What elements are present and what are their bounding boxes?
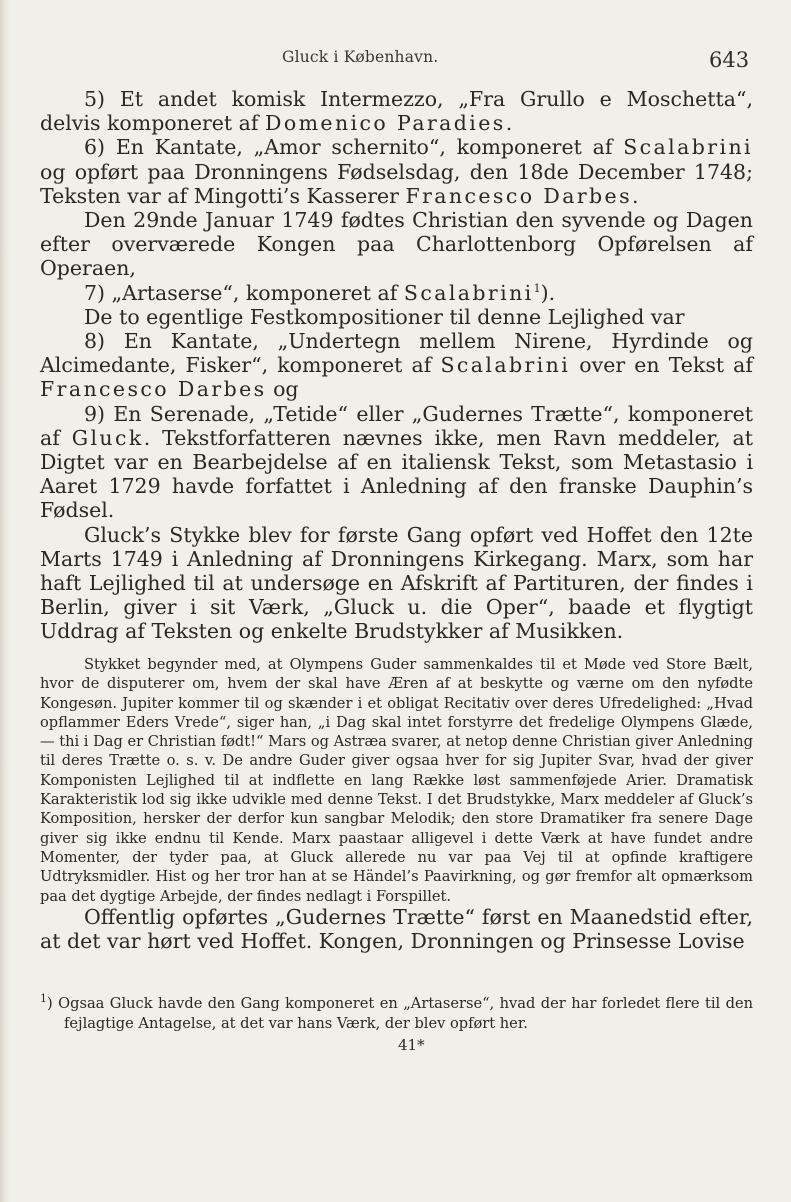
- composer-name: Gluck: [71, 425, 144, 450]
- text-run: og: [266, 377, 299, 402]
- paragraph-item-7: [40, 281, 753, 305]
- footnote-reference[interactable]: 1: [533, 281, 541, 295]
- text-run: .: [632, 183, 639, 208]
- running-header: [0, 46, 791, 76]
- author-name: Francesco Darbes: [40, 377, 267, 402]
- author-name: Francesco Darbes: [405, 183, 633, 208]
- text-run: 7) „Artaserse“, komponeret af: [84, 280, 404, 305]
- text-run: .: [505, 111, 513, 136]
- paragraph-item-8: [40, 329, 753, 402]
- text-run: ).: [540, 280, 556, 305]
- paragraph-item-5: [40, 87, 753, 135]
- small-print-block: [40, 655, 753, 906]
- small-print-paragraph: Stykket begynder med, at Olympens Guder sammenkaldes til et Møde ved Store Bælt, hvor de disputerer om, hvem der skal have Æren af at beskytte og værne om den nyfødte Kongesøn. Jupiter kommer til og skænder i et obligat Recitativ over deres Ufredelighed: „Hvad opflammer Eders Vrede“, siger han, „i Dag skal intet forstyrre det fredelige Olympens Glæde, — thi i Dag er Christian født!“ Mars og Astræa svarer, at netop denne Christian giver Anledning til deres Trætte o. s. v. De andre Guder giver ogsaa hver for sig Jupiter Svar, hvad der giver Komponisten Lejlighed til at indflette en lang Række løst sammenføjede Arier. Dramatisk Karakteristik lod sig ikke udvikle med denne Tekst. I det Brudstykke, Marx meddeler af Gluck’s Komposition, hersker der derfor kun sangbar Melodik; den store Dramatiker fra senere Dage giver sig ikke endnu til Kende. Marx paastaar alligevel i dette Værk at have fundet andre Momenter, der tyder paa, at Gluck allerede nu var paa Vej til at opfinde kraftigere Udtryksmidler. Hist og her tror han at se Händel’s Paavirkning, og gør fremfor alt opmærksom paa det dygtige Arbejde, der findes nedlagt i Forspillet.: [40, 656, 753, 905]
- text-run: 5) Et andet komisk Intermezzo, „Fra Grullo e Moschetta“, delvis komponeret af: [40, 87, 753, 136]
- paragraph-festival: De to egentlige Festkompositioner til denne Lejlighed var: [84, 304, 685, 329]
- footnote: [40, 994, 753, 1033]
- page-edge-shadow: [0, 0, 10, 1202]
- paragraph-gluck: Gluck’s Stykke blev for første Gang opført ved Hoffet den 12te Marts 1749 i Anledning af Dronningens Kirkegang. Marx, som har haft Lejlighed til at undersøge en Afskrift af Partituren, der findes i Berlin, giver i sit Værk, „Gluck u. die Oper“, baade et flygtigt Uddrag af Teksten og enkelte Brudstykker af Musikken.: [40, 522, 753, 644]
- paragraph-item-9: [40, 402, 753, 523]
- composer-name: Scalabrini: [403, 280, 534, 305]
- composer-name: Scalabrini: [440, 353, 571, 378]
- text-run: og opført paa Dronningens Fødselsdag, den 18de December 1748; Teksten var af Mingotti’s Kasserer: [40, 159, 753, 208]
- signature-mark: 41*: [398, 1036, 425, 1054]
- footnote-text: ) Ogsaa Gluck havde den Gang komponeret en „Artaserse“, hvad der har forledet flere til den fejlagtige Antagelse, at det var hans Værk, der blev opført her.: [47, 995, 753, 1032]
- text-run: over en Tekst af: [570, 353, 753, 378]
- footnote-mark: 1: [40, 992, 47, 1006]
- continuation-paragraph: Offentlig opførtes „Gudernes Trætte“ først en Maanedstid efter, at det var hørt ved Hoffet. Kongen, Dronningen og Prinsesse Lovise: [40, 905, 753, 954]
- paragraph-item-6: [40, 135, 753, 208]
- page-number: 643: [709, 48, 750, 72]
- composer-name: Scalabrini: [623, 135, 753, 160]
- text-run: . Tekstforfatteren nævnes ikke, men Ravn meddeler, at Digtet var en Bearbejdelse af en italiensk Tekst, som Metastasio i Aaret 1729 havde forfattet i Anledning af den franske Dauphin’s Fødsel.: [40, 425, 753, 523]
- paragraph-january: Den 29nde Januar 1749 fødtes Christian den syvende og Dagen efter overværede Kongen paa Charlottenborg Opførelsen af Operaen,: [40, 208, 753, 281]
- footnote-paragraph: [40, 992, 753, 1033]
- text-run: 8) En Kantate, „Undertegn mellem Nirene, Hyrdinde og Alcimedante, Fisker“, komponeret af: [40, 329, 753, 378]
- running-title: Gluck i København.: [282, 48, 439, 66]
- text-run: 9) En Serenade, „Tetide“ eller „Gudernes Trætte“, komponeret af: [40, 401, 753, 450]
- main-text: [40, 87, 753, 644]
- continuation-block: [40, 905, 753, 953]
- text-run: 6) En Kantate, „Amor schernito“, komponeret af: [84, 135, 624, 160]
- composer-name: Domenico Paradies: [265, 111, 506, 136]
